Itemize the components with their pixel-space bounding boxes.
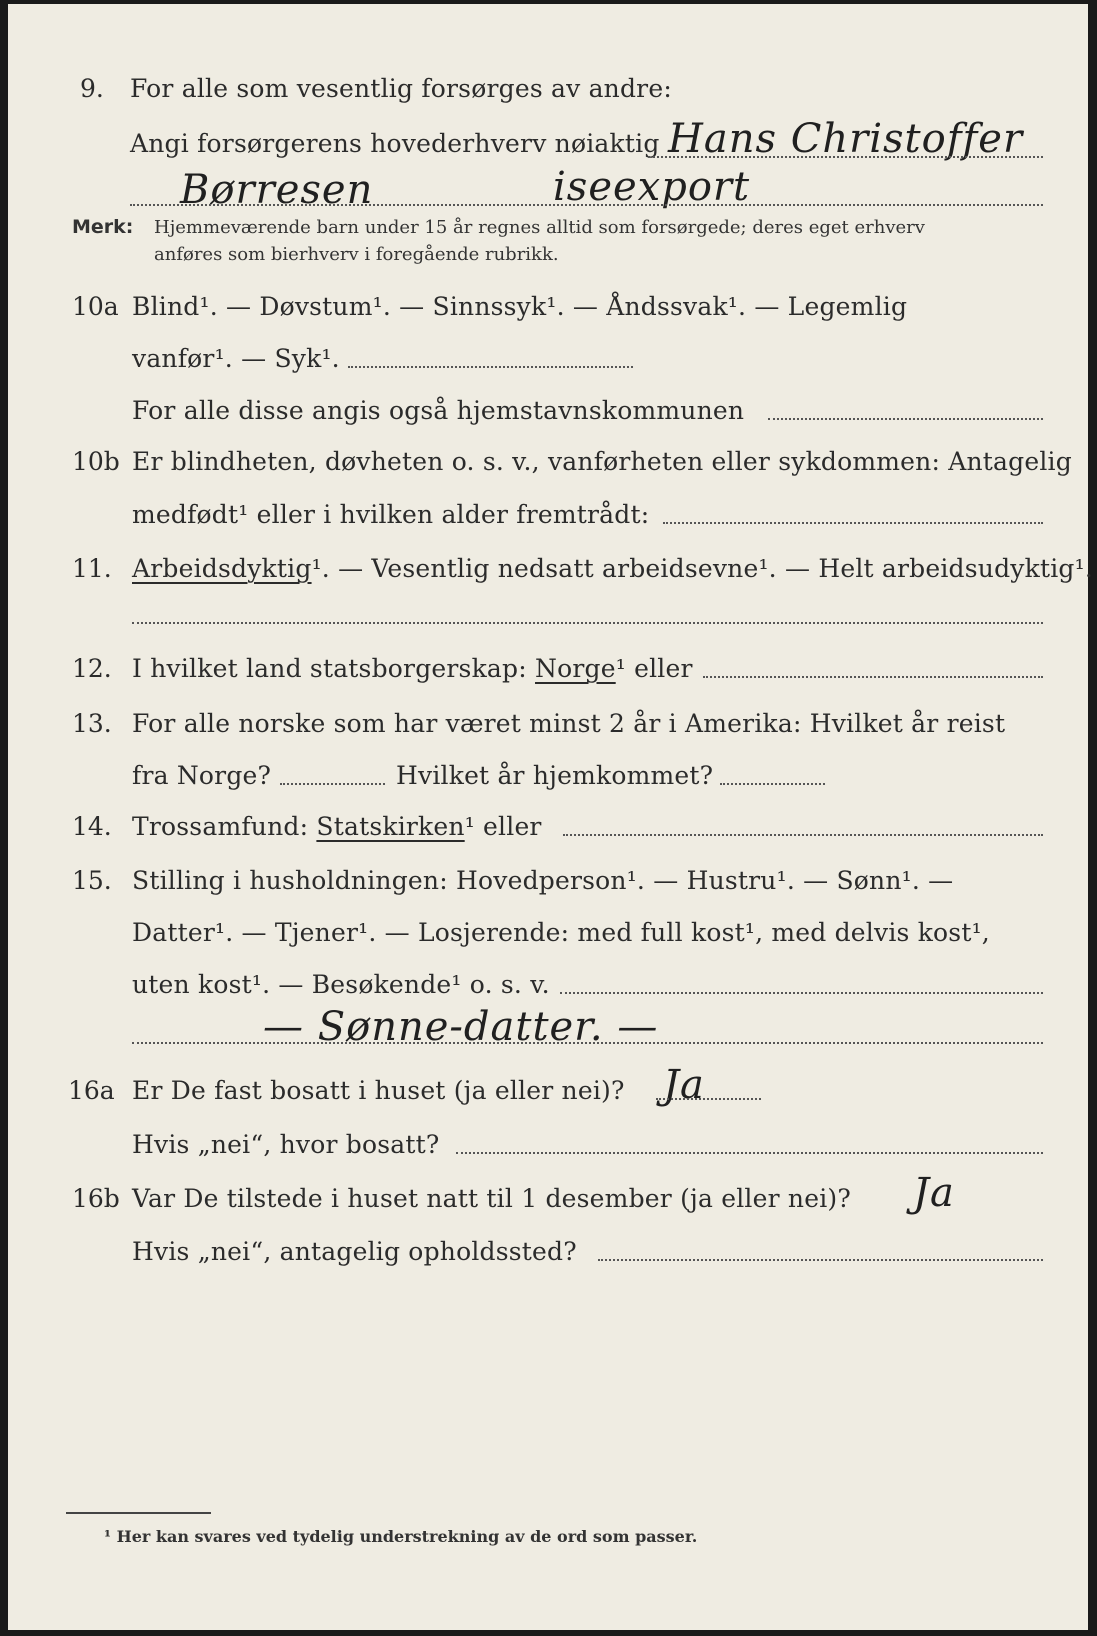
- underlined-answer: Norge: [535, 654, 616, 683]
- question-text: [132, 812, 542, 841]
- census-form-page: [8, 4, 1093, 1630]
- question-number: 16a: [68, 1076, 115, 1105]
- handwritten-answer: iseexport: [553, 164, 751, 210]
- question-text-post: ¹ eller: [615, 654, 693, 683]
- answer-line: [132, 1042, 1043, 1044]
- question-number: 13.: [72, 709, 112, 738]
- question-number: 10b: [72, 447, 120, 476]
- question-text: [132, 654, 693, 683]
- handwritten-answer: Børresen: [180, 167, 374, 213]
- question-text-pre: I hvilket land statsborgerskap:: [132, 654, 527, 683]
- merk-label: Merk:: [72, 216, 134, 238]
- question-number: 16b: [72, 1184, 120, 1213]
- question-text: Var De tilstede i huset natt til 1 desember (ja eller nei)?: [132, 1184, 851, 1213]
- answer-line: [656, 1098, 761, 1100]
- underlined-answer: Statskirken: [316, 812, 465, 841]
- answer-line: [703, 676, 1043, 678]
- question-text-post: ¹ eller: [464, 812, 542, 841]
- question-number: 15.: [72, 866, 112, 895]
- question-text: Stilling i husholdningen: Hovedperson¹. — Hustru¹. — Sønn¹. —: [132, 866, 954, 895]
- question-text: [132, 554, 1093, 583]
- merk-text: Hjemmeværende barn under 15 år regnes alltid som forsørgede; deres eget erhverv: [154, 217, 925, 238]
- answer-line: [560, 992, 1043, 994]
- question-text-pre: Trossamfund:: [132, 812, 309, 841]
- handwritten-answer: Hans Christoffer: [668, 116, 1024, 162]
- question-number: 14.: [72, 812, 112, 841]
- question-text: uten kost¹. — Besøkende¹ o. s. v.: [132, 970, 550, 999]
- question-text: Hvilket år hjemkommet?: [396, 761, 714, 790]
- answer-line: [456, 1152, 1043, 1154]
- question-number: 12.: [72, 654, 112, 683]
- handwritten-answer: Ja: [913, 1170, 955, 1216]
- question-text: Datter¹. — Tjener¹. — Losjerende: med full kost¹, med delvis kost¹,: [132, 918, 990, 947]
- question-number: 10a: [72, 292, 119, 321]
- handwritten-answer: Ja: [663, 1062, 705, 1108]
- answer-line: [130, 204, 1043, 206]
- question-text: Er blindheten, døvheten o. s. v., vanførheten eller sykdommen: Antagelig: [132, 447, 1072, 476]
- question-text: Hvis „nei“, antagelig opholdssted?: [132, 1237, 577, 1266]
- question-text: Er De fast bosatt i huset (ja eller nei)?: [132, 1076, 625, 1105]
- footnote: ¹ Her kan svares ved tydelig understrekning av de ord som passer.: [104, 1527, 698, 1546]
- question-text: Angi forsørgerens hovederhverv nøiaktig: [130, 129, 660, 158]
- answer-line: [348, 366, 633, 368]
- question-number: 11.: [72, 554, 112, 583]
- footnote-rule: [66, 1512, 211, 1514]
- answer-line: [280, 783, 385, 785]
- question-text: For alle som vesentlig forsørges av andre:: [130, 74, 672, 103]
- question-text: fra Norge?: [132, 761, 272, 790]
- question-text: Blind¹. — Døvstum¹. — Sinnssyk¹. — Åndssvak¹. — Legemlig: [132, 292, 908, 321]
- question-text-rest: ¹. — Vesentlig nedsatt arbeidsevne¹. — Helt arbeidsudyktig¹.: [311, 554, 1093, 583]
- answer-line: [563, 834, 1043, 836]
- merk-note: [72, 214, 1052, 265]
- answer-line: [598, 1259, 1043, 1261]
- question-text: Hvis „nei“, hvor bosatt?: [132, 1130, 440, 1159]
- question-number: 9.: [80, 74, 104, 103]
- underlined-answer: Arbeidsdyktig: [132, 554, 312, 583]
- answer-line: [663, 522, 1043, 524]
- answer-line: [648, 156, 1043, 158]
- answer-line: [132, 622, 1043, 624]
- question-text: For alle norske som har været minst 2 år i Amerika: Hvilket år reist: [132, 709, 1006, 738]
- handwritten-answer: — Sønne-datter. —: [263, 1004, 659, 1050]
- question-text: vanfør¹. — Syk¹.: [132, 344, 340, 373]
- question-text: For alle disse angis også hjemstavnskommunen: [132, 396, 745, 425]
- question-text: medfødt¹ eller i hvilken alder fremtrådt:: [132, 500, 650, 529]
- merk-text: anføres som bierhverv i foregående rubrikk.: [154, 244, 559, 265]
- answer-line: [768, 418, 1043, 420]
- answer-line: [720, 783, 825, 785]
